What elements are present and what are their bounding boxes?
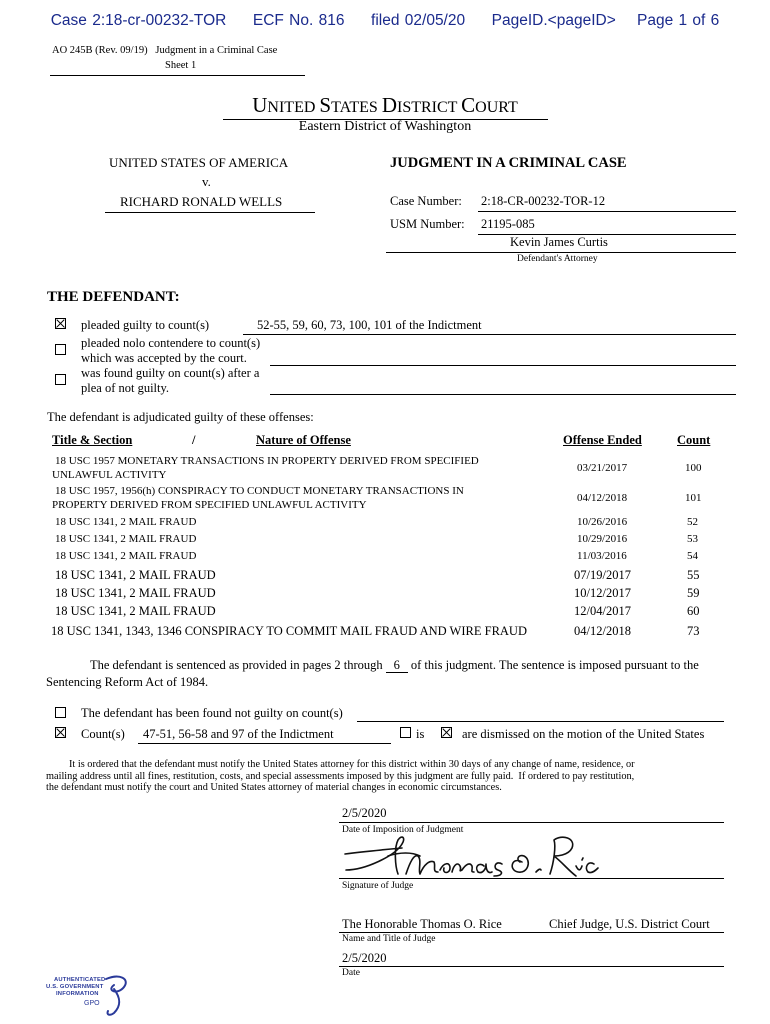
banner-pageid: PageID.<pageID> (491, 12, 616, 29)
pleaded-guilty-label: pleaded guilty to count(s) (81, 318, 210, 332)
offense-ended: 11/03/2016 (577, 550, 627, 562)
offense-ended: 04/12/2018 (577, 492, 628, 504)
banner-page: Page 1 of 6 (636, 12, 720, 29)
offense-count: 54 (687, 550, 698, 562)
ecf-banner (0, 12, 770, 30)
judge-name: The Honorable Thomas O. Rice (342, 917, 502, 931)
district-name: Eastern District of Washington (298, 119, 472, 134)
seal-line3: INFORMATION (56, 991, 99, 997)
offense-count: 101 (685, 492, 702, 504)
offense-ended: 10/26/2016 (577, 516, 628, 528)
usm-number-label: USM Number: (390, 217, 465, 231)
offense-title: 18 USC 1341, 2 MAIL FRAUD (55, 533, 197, 545)
judge-title: Chief Judge, U.S. District Court (549, 917, 710, 931)
order-text-line3: the defendant must notify the court and United States attorney of material changes in economic circumstances. (46, 782, 502, 793)
case-number-label: Case Number: (390, 194, 462, 208)
imposition-date-rule (339, 822, 724, 823)
court-title-initial: U (252, 93, 268, 117)
caption-rule (105, 212, 315, 213)
form-header-rule (50, 75, 305, 76)
offense-count: 60 (687, 604, 700, 618)
imposition-date: 2/5/2020 (342, 806, 387, 820)
offense-ended: 04/12/2018 (574, 624, 631, 638)
signature-date: 2/5/2020 (342, 951, 387, 965)
header-nature-offense: Nature of Offense (256, 433, 351, 447)
sentence-text (90, 658, 699, 673)
offense-title-line2: UNLAWFUL ACTIVITY (52, 469, 167, 481)
offense-title-line1: 18 USC 1957 MONETARY TRANSACTIONS IN PROPERTY DERIVED FROM SPECIFIED (55, 455, 479, 467)
nolo-contendere-label-2: which was accepted by the court. (81, 351, 247, 365)
name-title-label: Name and Title of Judge (342, 934, 436, 944)
offense-count: 52 (687, 516, 698, 528)
offense-count: 55 (687, 568, 700, 582)
court-title-rest: TATES (331, 99, 382, 116)
are-checkbox[interactable] (441, 727, 452, 738)
court-title-rest: ISTRICT (396, 99, 462, 116)
form-sheet: Sheet 1 (165, 60, 197, 71)
not-guilty-rule (357, 721, 724, 722)
counts-label: Count(s) (81, 727, 125, 741)
offense-title: 18 USC 1341, 2 MAIL FRAUD (55, 568, 216, 582)
is-checkbox[interactable] (400, 727, 411, 738)
header-count: Count (677, 433, 711, 447)
found-guilty-label-1: was found guilty on count(s) after a (81, 366, 260, 380)
sentence-pages: 6 (386, 659, 408, 673)
plaintiff-name: UNITED STATES OF AMERICA (109, 155, 289, 170)
banner-ecf: ECF No. 816 (252, 12, 345, 29)
banner-filed: filed 02/05/20 (371, 12, 466, 29)
offense-ended: 03/21/2017 (577, 462, 628, 474)
signature-date-rule (339, 966, 724, 967)
court-title (0, 93, 770, 118)
header-offense-ended: Offense Ended (563, 433, 642, 447)
case-number-value: 2:18-CR-00232-TOR-12 (481, 194, 606, 208)
case-number-rule (478, 211, 736, 212)
judge-signature-image (340, 826, 600, 886)
counts-value: 47-51, 56-58 and 97 of the Indictment (143, 727, 334, 741)
found-guilty-rule (270, 394, 736, 395)
usm-number-value: 21195-085 (481, 217, 535, 231)
seal-line2: U.S. GOVERNMENT (46, 984, 104, 990)
signature-rule (339, 878, 724, 879)
offense-title: 18 USC 1341, 2 MAIL FRAUD (55, 550, 197, 562)
judge-name-rule (339, 932, 724, 933)
banner-case: Case 2:18-cr-00232-TOR (50, 12, 227, 29)
offense-count: 59 (687, 586, 700, 600)
offense-title: 18 USC 1341, 1343, 1346 CONSPIRACY TO COMMIT MAIL FRAUD AND WIRE FRAUD (51, 624, 527, 638)
offense-ended: 10/29/2016 (577, 533, 628, 545)
nolo-contendere-rule (270, 365, 736, 366)
order-text-line1: It is ordered that the defendant must notify the United States attorney for this district within 30 days of any change of name, residence, or (69, 759, 635, 770)
defendant-heading: THE DEFENDANT: (47, 289, 180, 305)
pleaded-guilty-value: 52-55, 59, 60, 73, 100, 101 of the Indictment (257, 318, 482, 332)
sentence-part2: of this judgment. The sentence is imposed pursuant to the (410, 658, 699, 672)
offense-title: 18 USC 1341, 2 MAIL FRAUD (55, 604, 216, 618)
offense-count: 100 (685, 462, 702, 474)
offense-count: 73 (687, 624, 700, 638)
header-slash: / (192, 433, 196, 447)
nolo-contendere-checkbox[interactable] (55, 344, 66, 355)
defendant-name: RICHARD RONALD WELLS (120, 194, 283, 209)
adjudicated-text: The defendant is adjudicated guilty of these offenses: (47, 410, 314, 424)
imposition-date-label: Date of Imposition of Judgment (342, 825, 464, 835)
offense-title-line1: 18 USC 1957, 1956(h) CONSPIRACY TO CONDUCT MONETARY TRANSACTIONS IN (55, 485, 464, 497)
gpo-authenticated-seal (44, 973, 134, 1017)
court-title-initial: C (461, 93, 476, 117)
sentence-text-line2: Sentencing Reform Act of 1984. (46, 675, 209, 689)
header-title-section: Title & Section (52, 433, 133, 447)
offense-ended: 12/04/2017 (574, 604, 631, 618)
not-guilty-label: The defendant has been found not guilty on count(s) (81, 706, 343, 720)
form-number: AO 245B (Rev. 09/19) Judgment in a Criminal Case (52, 45, 278, 56)
caption-versus: v. (202, 174, 211, 189)
offense-title: 18 USC 1341, 2 MAIL FRAUD (55, 586, 216, 600)
offense-title-line2: PROPERTY DERIVED FROM SPECIFIED UNLAWFUL ACTIVITY (52, 499, 367, 511)
offense-ended: 10/12/2017 (574, 586, 631, 600)
counts-dismissed-checkbox[interactable] (55, 727, 66, 738)
counts-rule (138, 743, 391, 744)
signature-date-label: Date (342, 968, 360, 978)
offense-ended: 07/19/2017 (574, 568, 631, 582)
judgment-title: JUDGMENT IN A CRIMINAL CASE (390, 155, 627, 171)
signature-label: Signature of Judge (342, 881, 414, 891)
is-label: is (416, 727, 425, 741)
offense-title: 18 USC 1341, 2 MAIL FRAUD (55, 516, 197, 528)
defense-attorney-name: Kevin James Curtis (510, 235, 608, 249)
pleaded-guilty-checkbox[interactable] (55, 318, 66, 329)
found-guilty-checkbox[interactable] (55, 374, 66, 385)
defense-attorney-label: Defendant's Attorney (517, 254, 598, 264)
court-title-rest: NITED (267, 99, 320, 116)
pleaded-guilty-rule (243, 334, 736, 335)
found-guilty-label-2: plea of not guilty. (81, 381, 170, 395)
court-title-rest: OURT (475, 99, 518, 116)
court-title-initial: S (319, 93, 332, 117)
nolo-contendere-label-1: pleaded nolo contendere to count(s) (81, 336, 261, 350)
offense-count: 53 (687, 533, 698, 545)
are-label: are dismissed on the motion of the United States (462, 727, 705, 741)
sentence-part1: The defendant is sentenced as provided in pages 2 through (90, 658, 383, 672)
order-text-line2: mailing address until all fines, restitution, costs, and special assessments imposed by this judgment are fully paid. If ordered to pay restitution, (46, 771, 635, 782)
court-title-initial: D (381, 93, 397, 117)
seal-gpo: GPO (84, 1000, 100, 1007)
attorney-rule (386, 252, 736, 253)
seal-line1: AUTHENTICATED (54, 977, 106, 983)
not-guilty-checkbox[interactable] (55, 707, 66, 718)
